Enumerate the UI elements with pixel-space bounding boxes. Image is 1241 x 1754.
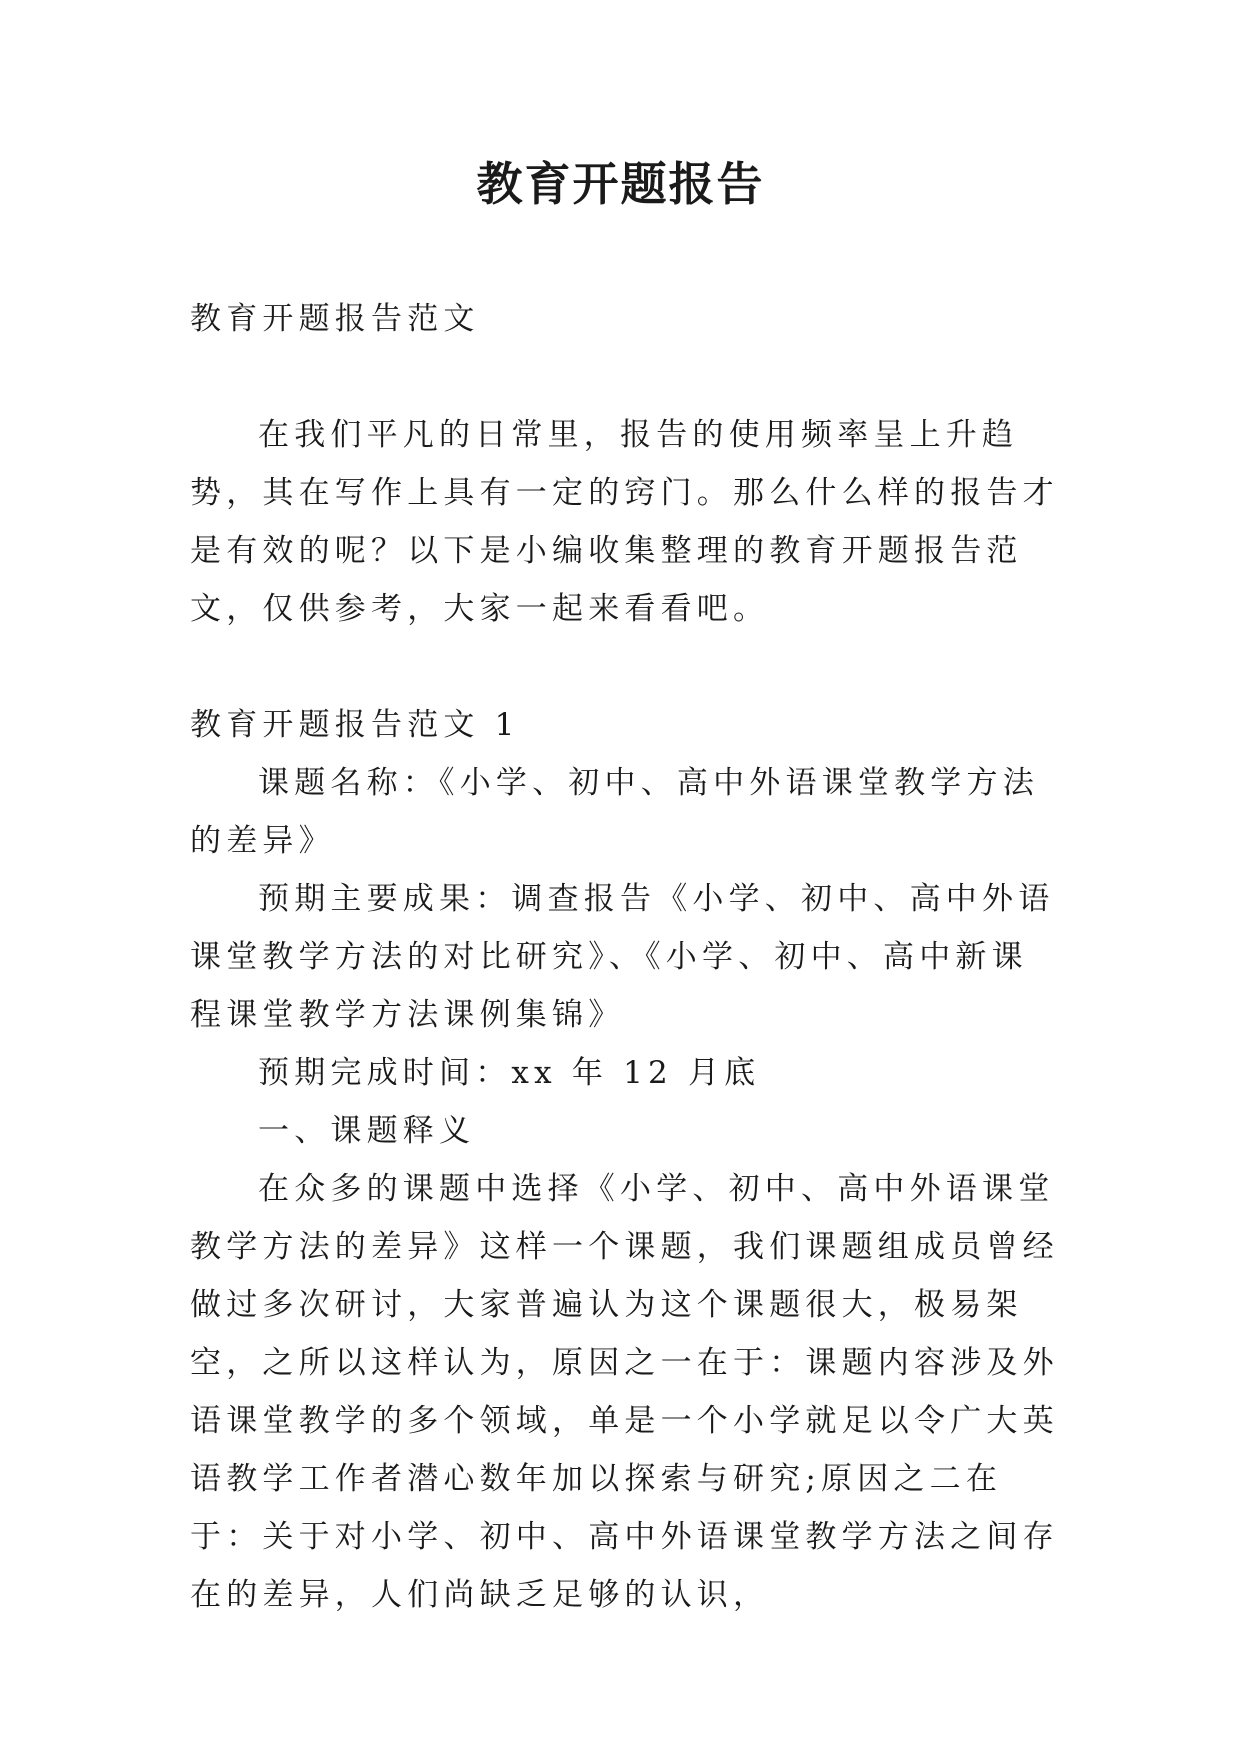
expected-results-paragraph: 预期主要成果：调查报告《小学、初中、高中外语课堂教学方法的对比研究》、《小学、初中、高中新课程课堂教学方法课例集锦》 bbox=[190, 881, 1055, 1033]
document-title: 教育开题报告 bbox=[476, 157, 765, 211]
spacer bbox=[190, 638, 1060, 696]
part-one-paragraph: 在众多的课题中选择《小学、初中、高中外语课堂教学方法的差异》这样一个课题，我们课题组成员曾经做过多次研讨，大家普遍认为这个课题很大，极易架空，之所以这样认为，原因之一在于：课题内容涉及外语课堂教学的多个领域，单是一个小学就足以令广大英语教学工作者潜心数年加以探索与研究;原因之二在于：关于对小学、初中、高中外语课堂教学方法之间存在的差异，人们尚缺乏足够的认识， bbox=[190, 1171, 1059, 1613]
document-body bbox=[190, 290, 1060, 1624]
topic-name-paragraph: 课题名称：《小学、初中、高中外语课堂教学方法的差异》 bbox=[190, 765, 1039, 859]
section-heading: 教育开题报告范文 1 bbox=[190, 707, 520, 743]
part-one-heading: 一、课题释义 bbox=[258, 1113, 476, 1149]
expected-completion-paragraph: 预期完成时间：xx 年 12 月底 bbox=[258, 1055, 761, 1091]
document-subtitle: 教育开题报告范文 bbox=[190, 301, 480, 337]
spacer bbox=[190, 348, 1060, 406]
intro-paragraph: 在我们平凡的日常里，报告的使用频率呈上升趋势，其在写作上具有一定的窍门。那么什么样的报告才是有效的呢？以下是小编收集整理的教育开题报告范文，仅供参考，大家一起来看看吧。 bbox=[190, 417, 1059, 627]
